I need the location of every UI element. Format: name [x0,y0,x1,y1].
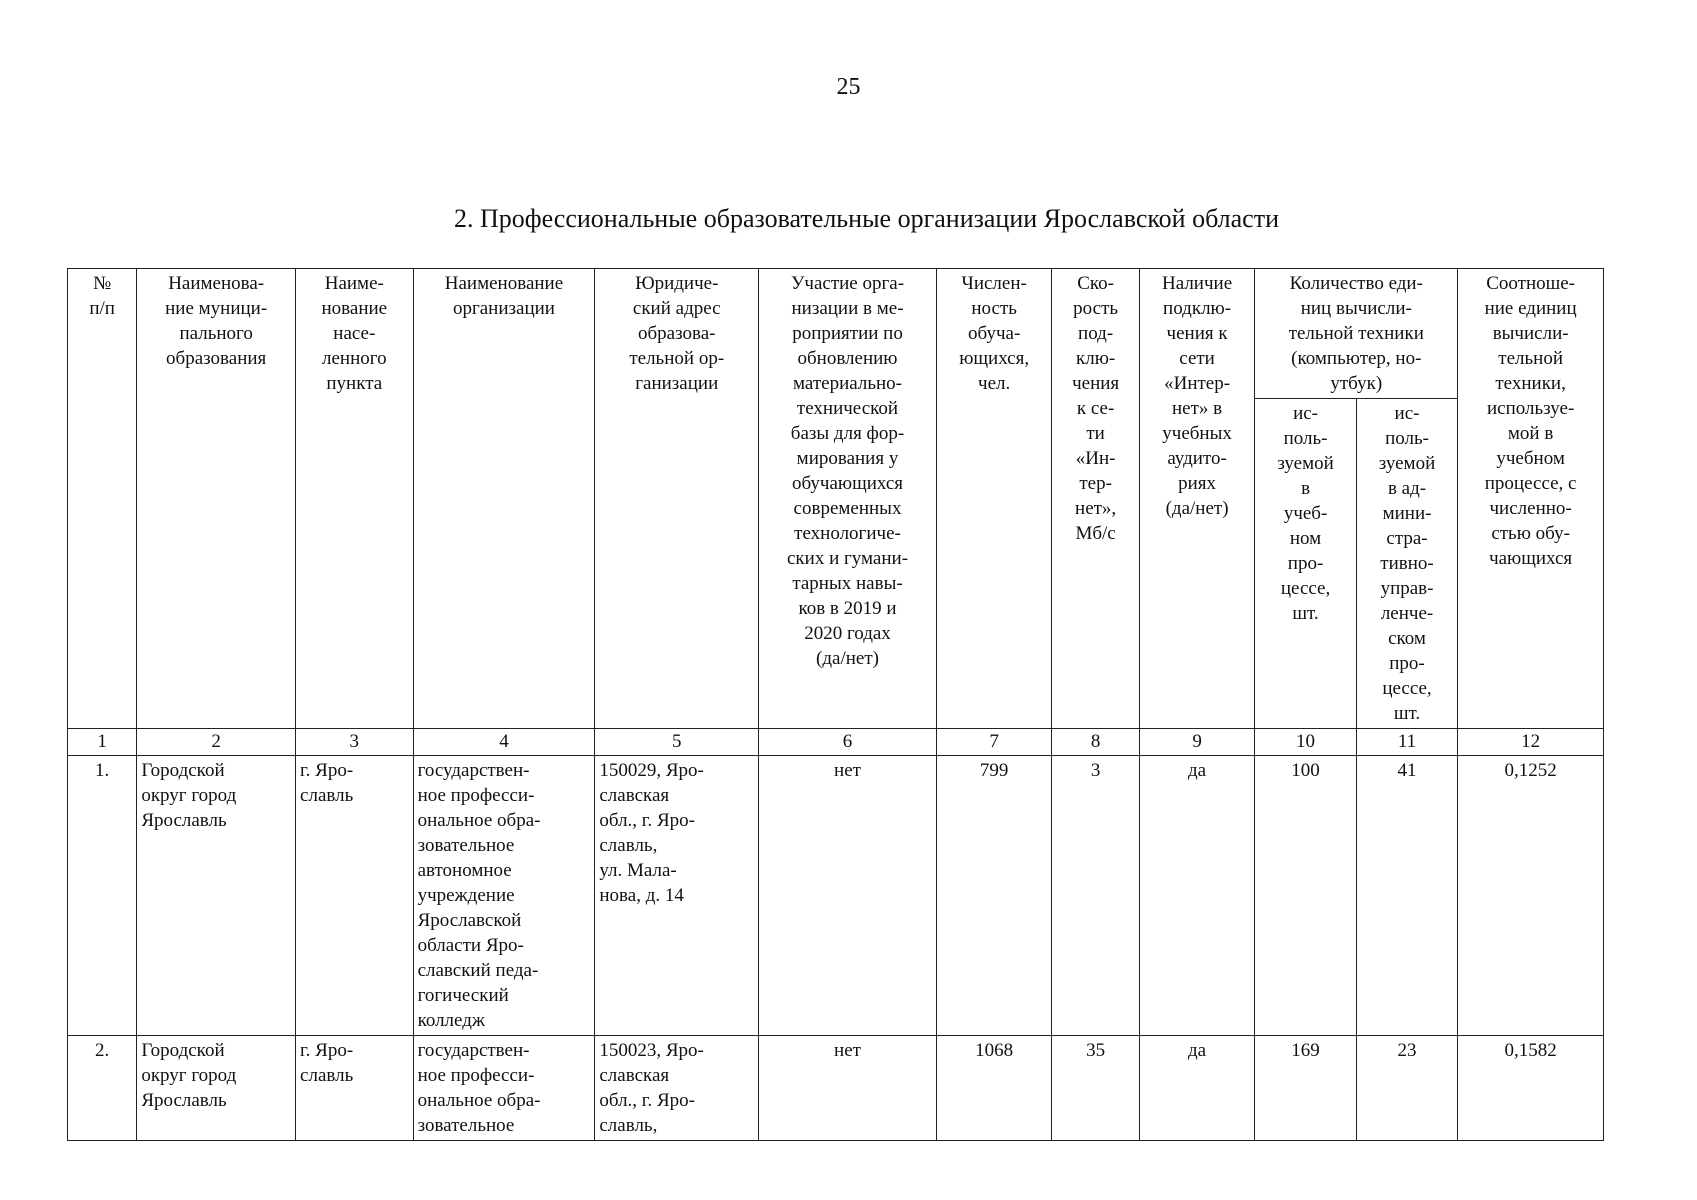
cell-computers-admin: 23 [1356,1036,1457,1141]
cell-computers-admin: 41 [1356,756,1457,1036]
column-number: 2 [137,729,296,756]
header-students: Числен- ность обуча- ющихся, чел. [936,269,1052,729]
column-numbers-row [68,729,1604,756]
cell-speed: 35 [1052,1036,1139,1141]
cell-participation: нет [759,756,937,1036]
cell-settlement: г. Яро- славль [296,756,414,1036]
cell-computers-education: 169 [1255,1036,1356,1141]
cell-organization: государствен- ное професси- ональное обра- зовательное автономное учреждение Ярославской области Яро- славский педа- гогический колледж [413,756,595,1036]
column-number: 7 [936,729,1052,756]
column-number: 10 [1255,729,1356,756]
page-number: 25 [836,74,861,100]
cell-internet: да [1139,756,1255,1036]
header-municipality: Наименова- ние муници- пального образования [137,269,296,729]
cell-organization: государствен- ное професси- ональное обра- зовательное [413,1036,595,1141]
cell-number: 2. [68,1036,137,1141]
cell-internet: да [1139,1036,1255,1141]
cell-students: 799 [936,756,1052,1036]
cell-settlement: г. Яро- славль [296,1036,414,1141]
column-number: 8 [1052,729,1139,756]
column-number: 5 [595,729,759,756]
header-address: Юридиче- ский адрес образова- тельной ор- ганизации [595,269,759,729]
cell-address: 150029, Яро- славская обл., г. Яро- славль, ул. Мала- нова, д. 14 [595,756,759,1036]
table-row [68,756,1604,1036]
cell-ratio: 0,1252 [1458,756,1604,1036]
cell-speed: 3 [1052,756,1139,1036]
header-computers-education: ис- поль- зуемой в учеб- ном про- цессе, шт. [1255,399,1356,729]
document-title: 2. Профессиональные образовательные организации Ярославской области [453,204,1280,233]
cell-number: 1. [68,756,137,1036]
header-ratio: Соотноше- ние единиц вычисли- тельной техники, используе- мой в учебном процессе, с численно- стью обу- чающихся [1458,269,1604,729]
column-number: 6 [759,729,937,756]
cell-municipality: Городской округ город Ярославль [137,1036,296,1141]
header-computers-group: Количество еди- ниц вычисли- тельной техники (компьютер, но- утбук) [1255,269,1458,399]
header-speed: Ско- рость под- клю- чения к се- ти «Ин- тер- нет», Мб/с [1052,269,1139,729]
cell-ratio: 0,1582 [1458,1036,1604,1141]
header-internet: Наличие подклю- чения к сети «Интер- нет» в учебных аудито- риях (да/нет) [1139,269,1255,729]
column-number: 3 [296,729,414,756]
column-number: 9 [1139,729,1255,756]
header-participation: Участие орга- низации в ме- роприятии по обновлению материально- технической базы для фор- мирования у обучающихся современных технологиче- ских и гумани- тарных навы- ков в 2019 и 2020 годах (да/нет) [759,269,937,729]
cell-address: 150023, Яро- славская обл., г. Яро- славль, [595,1036,759,1141]
cell-municipality: Городской округ город Ярославль [137,756,296,1036]
column-number: 11 [1356,729,1457,756]
column-number: 12 [1458,729,1604,756]
header-organization: Наименование организации [413,269,595,729]
header-settlement: Наиме- нование насе- ленного пункта [296,269,414,729]
header-computers-admin: ис- поль- зуемой в ад- мини- стра- тивно- управ- ленче- ском про- цессе, шт. [1356,399,1457,729]
header-row-number: № п/п [68,269,137,729]
table-row [68,1036,1604,1141]
column-number: 4 [413,729,595,756]
cell-computers-education: 100 [1255,756,1356,1036]
organizations-table [67,268,1604,1141]
cell-participation: нет [759,1036,937,1141]
cell-students: 1068 [936,1036,1052,1141]
column-number: 1 [68,729,137,756]
